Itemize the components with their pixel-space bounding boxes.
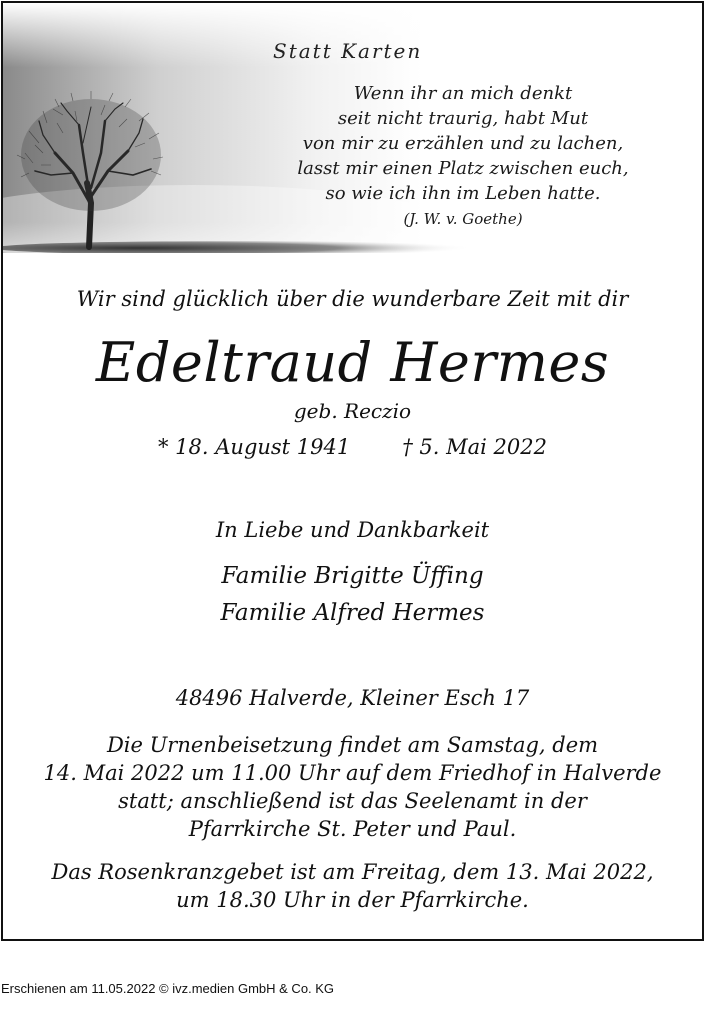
poem-line: so wie ich ihn im Leben hatte.	[325, 183, 601, 204]
family-name: Familie Alfred Hermes	[220, 600, 485, 626]
ceremony-line: 14. Mai 2022 um 11.00 Uhr auf dem Friedhof in Halverde	[43, 761, 662, 785]
ceremony-line: Pfarrkirche St. Peter und Paul.	[188, 817, 517, 841]
death-date: † 5. Mai 2022	[402, 435, 547, 459]
poem-quote	[253, 81, 673, 232]
obituary-notice	[1, 1, 704, 941]
poem-line: seit nicht traurig, habt Mut	[337, 108, 589, 129]
poem-line: Wenn ihr an mich denkt	[353, 83, 573, 104]
poem-line: lasst mir einen Platz zwischen euch,	[297, 158, 629, 179]
statt-karten-label: Statt Karten	[273, 39, 423, 63]
ceremony-line: Die Urnenbeisetzung findet am Samstag, dem	[106, 733, 599, 757]
rosary-text	[3, 858, 702, 914]
intro-line: Wir sind glücklich über die wunderbare Zeit mit dir	[76, 287, 629, 311]
family-name: Familie Brigitte Üffing	[221, 563, 484, 589]
publication-footer: Erschienen am 11.05.2022 © ivz.medien GmbH & Co. KG	[1, 981, 335, 996]
poem-line: von mir zu erzählen und zu lachen,	[302, 133, 624, 154]
ceremony-line: statt; anschließend ist das Seelenamt in der	[118, 789, 587, 813]
address: 48496 Halverde, Kleiner Esch 17	[175, 686, 530, 710]
deceased-name: Edeltraud Hermes	[95, 331, 610, 394]
header-banner	[3, 3, 702, 261]
poem-author: (J. W. v. Goethe)	[403, 210, 523, 228]
maiden-name: geb. Reczio	[293, 399, 412, 423]
rosary-line: Das Rosenkranzgebet ist am Freitag, dem 13. Mai 2022,	[51, 860, 654, 884]
birth-date: * 18. August 1941	[158, 435, 351, 459]
ceremony-text	[3, 731, 702, 843]
life-dates	[3, 435, 702, 459]
rosary-line: um 18.30 Uhr in der Pfarrkirche.	[176, 888, 529, 912]
thanks-line: In Liebe und Dankbarkeit	[215, 518, 490, 542]
